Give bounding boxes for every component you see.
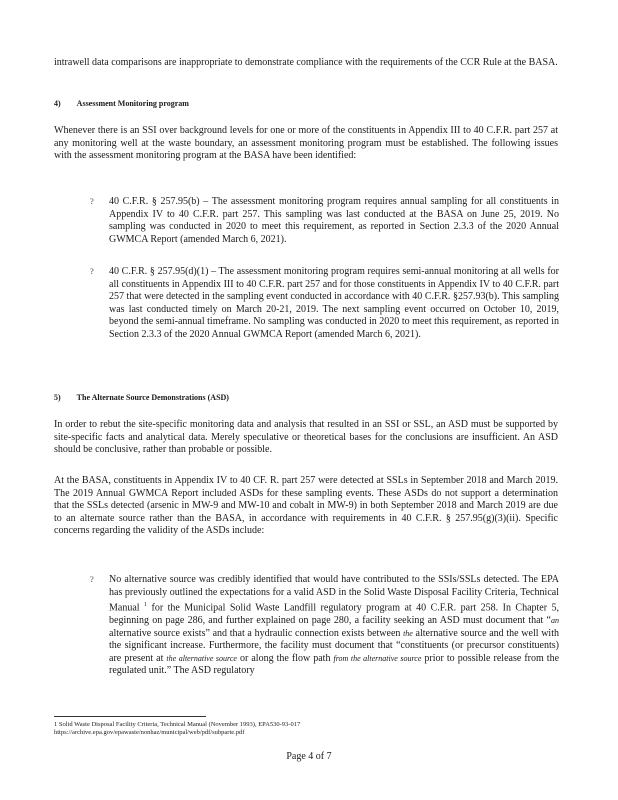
bullet-glyph: ? <box>90 196 94 206</box>
section-5-paragraph-2: At the BASA, constituents in Appendix IV to 40 CF. R. part 257 were detected at SSLs in September 2018 and March 2019. The 2019 Annual GWMCA Report included ASDs for these sampling events. These ASDs do not support a determination that the SSLs detected (arsenic in MW-9 and MW-10 and cobalt in MW-9) in both September 2018 and March 2019 are due to an alternate source rather than the BASA, in accordance with requirements in 40 C.F.R. § 257.95(g)(3)(ii). Specific concerns regarding the validity of the ASDs include: <box>54 475 558 537</box>
intro-paragraph: intrawell data comparisons are inappropriate to demonstrate compliance with the requirements of the CCR Rule at the BASA. <box>54 57 558 68</box>
section-4-paragraph: Whenever there is an SSI over background levels for one or more of the constituents in Appendix III to 40 C.F.R. part 257 at any monitoring well at the waste boundary, an assessment monitoring program must be established. The following issues with the assessment monitoring program at the BASA have been identified: <box>54 125 558 162</box>
section-4-bullet-1-text: 40 C.F.R. § 257.95(b) – The assessment monitoring program requires annual sampling for all constituents in Appendix IV to 40 C.F.R. part 257. This sampling was last conducted at the BASA on June 25, 2019. No sampling was conducted in 2020 to meet this requirement, as reported in Section 2.3.3 of the 2020 Annual GWMCA Report (amended March 6, 2021). <box>109 196 559 245</box>
section-5-paragraph-1: In order to rebut the site-specific monitoring data and analysis that resulted in an SSI or SSL, an ASD must be supported by site-specific facts and analytical data. Merely speculative or theoretical bases for the conclusions are insufficient. An ASD should be conclusive, rather than probable or possible. <box>54 419 558 456</box>
section-4-bullet-2-text: 40 C.F.R. § 257.95(d)(1) – The assessment monitoring program requires semi-annual monitoring at all wells for all constituents in Appendix III to 40 C.F.R. part 257 and for those constituents in Appendix IV to 40 C.F.R. part 257 that were detected in the sampling event conducted in accordance with 40 C.F.R. §257.93(b). This sampling was last conducted timely on March 20-21, 2019. The next sampling event occurred on October 10, 2019, beyond the semi-annual timeframe. No sampling was conducted in 2020 to meet this requirement, as reported in Section 2.3.3 of the 2020 Annual GWMCA Report (amended March 6, 2021). <box>109 266 559 340</box>
section-5-number: 5) <box>54 393 61 402</box>
section-4-title: Assessment Monitoring program <box>76 99 189 108</box>
section-4-heading <box>54 99 189 108</box>
bullet-glyph: ? <box>90 574 94 584</box>
section-5-title: The Alternate Source Demonstrations (ASD) <box>76 393 229 402</box>
section-4-number: 4) <box>54 99 61 108</box>
footnote-url: https://archive.epa.gov/epawaste/nonhaz/municipal/web/pdf/subparte.pdf <box>54 729 245 736</box>
footnote-citation: 1 Solid Waste Disposal Facility Criteria, Technical Manual (November 1993), EPA530-93-017 <box>54 721 301 728</box>
section-5-bullet-1-text: No alternative source was credibly identified that would have contributed to the SSIs/SSLs detected. The EPA has previously outlined the expectations for a valid ASD in the Solid Waste Disposal Facility Criteria, Technical Manual $^1$ for the Municipal Solid Waste Landfill regulatory program at 40 C.F.R. part 258. In Chapter 5, beginning on page 286, and further explained on page 280, a facility seeking an ASD must document that “an alternative source exists” and that a hydraulic connection exists between the alternative source and the well with the significant increase. Furthermore, the facility must document that “constituents (or precursor constituents) are present at the alternative source or along the flow path from the alternative source prior to possible release from the regulated unit.” The ASD regulatory <box>109 574 560 677</box>
bullet-glyph: ? <box>90 266 94 276</box>
section-5-heading <box>54 393 229 402</box>
footnote-divider <box>54 716 206 717</box>
footnote-reference: 1 <box>144 602 148 609</box>
page-number: Page 4 of 7 <box>286 751 332 762</box>
